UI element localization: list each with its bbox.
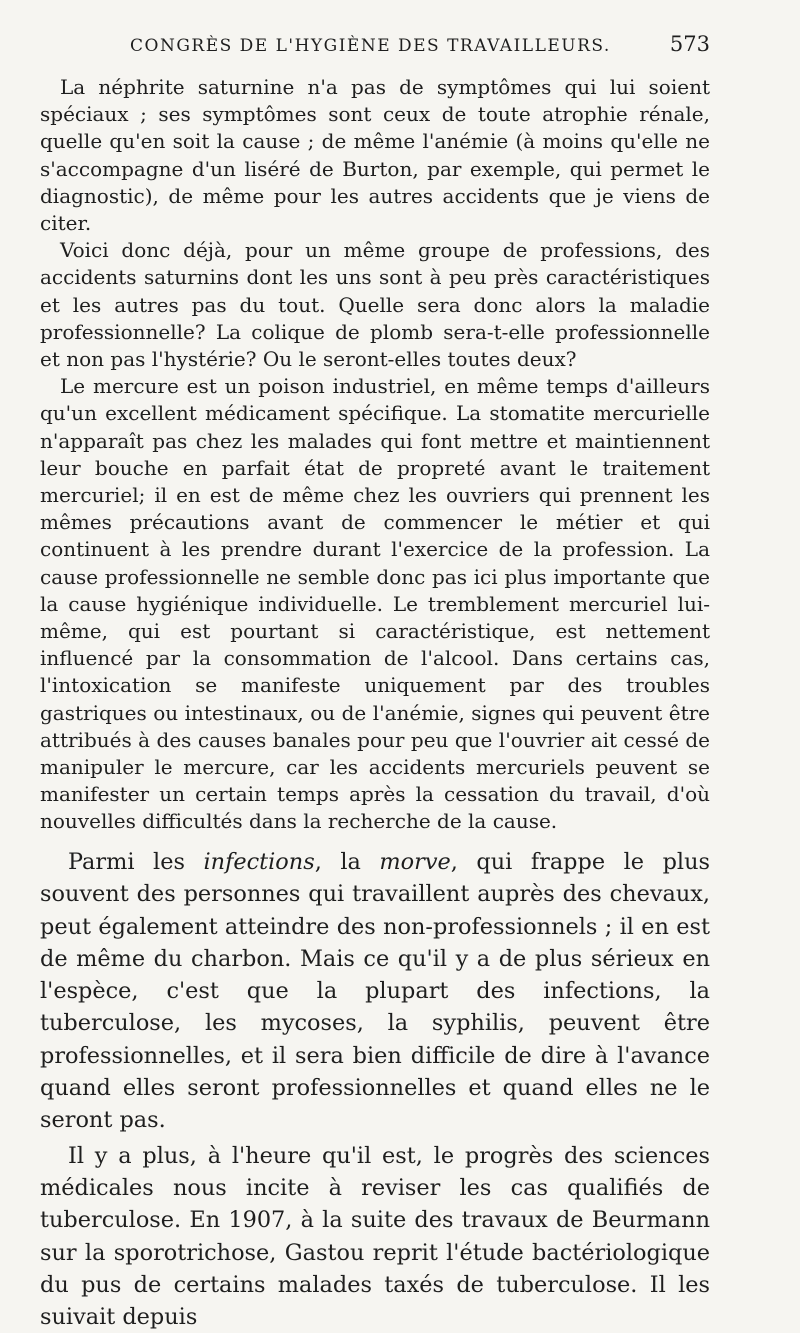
paragraph-infections bbox=[40, 846, 710, 1137]
text-fragment: , la bbox=[314, 849, 380, 875]
italic-term-morve: morve bbox=[379, 849, 451, 875]
page-header bbox=[40, 30, 710, 66]
paragraph-nephrite: La néphrite saturnine n'a pas de symptômes qui lui soient spéciaux ; ses symptômes sont ceux de toute atrophie rénale, quelle qu'en soit la cause ; de même l'anémie (à moins qu'elle ne s'accompagne d'un liséré de Burton, par exemple, qui permet le diagnostic), de même pour les autres accidents que je viens de citer. bbox=[40, 75, 710, 236]
text-fragment: Parmi les bbox=[68, 849, 204, 875]
paragraph-mercure: Le mercure est un poison industriel, en même temps d'ailleurs qu'un excellent médicament spécifique. La stomatite mercurielle n'apparaît pas chez les malades qui font mettre et maintiennent leur bouche en parfait état de propreté avant le traitement mercuriel; il en est de même chez les ouvriers qui prennent les mêmes précautions avant de commencer le métier et qui continuent à les prendre durant l'exercice de la profession. La cause professionnelle ne semble donc pas ici plus importante que la cause hygiénique individuelle. Le tremblement mercuriel lui-même, qui est pourtant si caractéristique, est nettement influencé par la consommation de l'alcool. Dans certains cas, l'intoxication se manifeste uniquement par des troubles gastriques ou intestinaux, ou de l'anémie, signes qui peuvent être attribués à des causes banales pour peu que l'ouvrier ait cessé de manipuler le mercure, car les accidents mercuriels peuvent se manifester un certain temps après la cessation du travail, d'où nouvelles difficultés dans la recherche de la cause. bbox=[40, 374, 710, 834]
text-fragment: , qui frappe le plus souvent des personnes qui travaillent auprès des chevaux, peut également atteindre des non-professionnels ; il en est de même du charbon. Mais ce qu'il y a de plus sérieux en l'espèce, c'est que la plupart des infections, la tuberculose, les mycoses, la syphilis, peuvent être professionnelles, et il sera bien difficile de dire à l'avance quand elles seront professionnelles et quand elles ne le seront pas. bbox=[40, 849, 710, 1134]
paragraph-progres: Il y a plus, à l'heure qu'il est, le progrès des sciences médicales nous incite à reviser les cas qualifiés de tuberculose. En 1907, à la suite des travaux de Beurmann sur la sporotrichose, Gastou reprit l'étude bactériologique du pus de certains malades taxés de tuberculose. Il les suivait depuis bbox=[40, 1142, 710, 1331]
paragraph-saturnins: Voici donc déjà, pour un même groupe de professions, des accidents saturnins dont les uns sont à peu près caractéristiques et les autres pas du tout. Quelle sera donc alors la maladie professionnelle? La colique de plomb sera-t-elle professionnelle et non pas l'hystérie? Ou le seront-elles toutes deux? bbox=[40, 238, 710, 372]
running-title: CONGRÈS DE L'HYGIÈNE DES TRAVAILLEURS. bbox=[130, 36, 611, 56]
small-print-section bbox=[40, 74, 710, 836]
italic-term-infections: infections bbox=[203, 849, 315, 875]
page-number: 573 bbox=[669, 32, 710, 56]
large-print-section bbox=[40, 846, 710, 1333]
